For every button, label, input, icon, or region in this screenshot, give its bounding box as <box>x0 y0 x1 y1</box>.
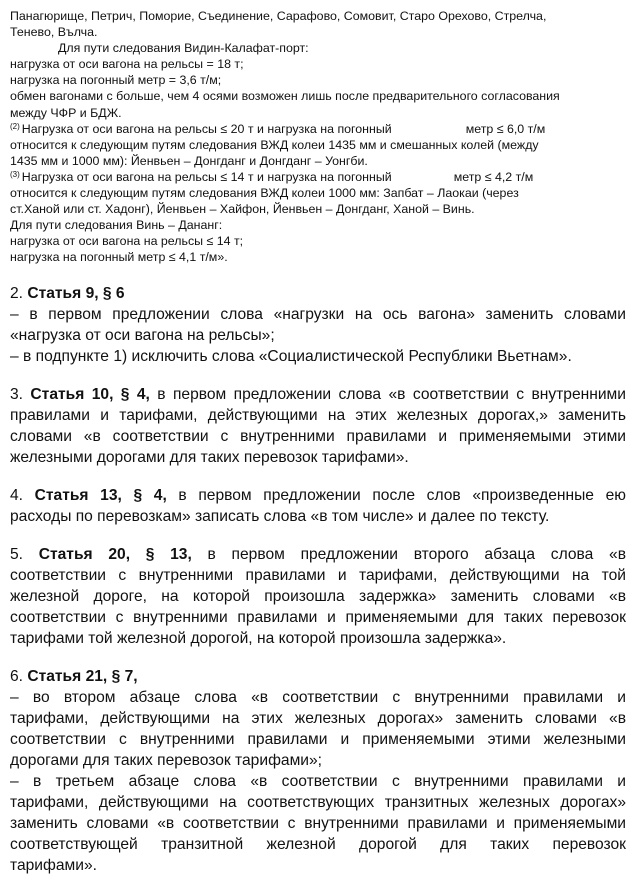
text-line: – в третьем абзаце слова «в соответствии с внутренними правилами и <box>10 772 626 790</box>
text-line: в первом предложении слова «в соответствии с внутренними <box>149 385 626 403</box>
footnote-marker: (2) <box>10 121 20 131</box>
text-line: Тенево, Вълча. <box>10 25 98 40</box>
text-line: нагрузка от оси вагона на рельсы ≤ 14 т; <box>10 234 244 249</box>
section-number: 3. <box>10 385 31 403</box>
section-5 <box>10 544 626 649</box>
text-line: ст.Ханой или ст. Хадонг), Йенвьен – Хайфон, Йенвьен – Донгданг, Ханой – Винь. <box>10 202 475 217</box>
text-line: нагрузка на погонный метр = 3,6 т/м; <box>10 73 222 88</box>
document-page <box>10 8 626 876</box>
section-number: 4. <box>10 486 35 504</box>
text-line: относится к следующим путям следования ВЖД колеи 1435 мм и смешанных колей (между <box>10 137 539 152</box>
section-3 <box>10 384 626 468</box>
text-line: тарифами, действующими на соответствующих транзитных железных дорогах» <box>10 793 626 811</box>
text-line: «нагрузка от оси вагона на рельсы»; <box>10 326 275 344</box>
text-line: Для пути следования Винь – Дананг: <box>10 218 223 233</box>
text-line: соответствии с внутренними правилами и применяемыми этими железными <box>10 730 626 748</box>
text-line: тарифами». <box>10 856 97 874</box>
text-line: правилами и тарифами, действующими на этих железных дорогах,» заменить <box>10 406 626 424</box>
text-line: нагрузка на погонный метр ≤ 4,1 т/м». <box>10 250 228 265</box>
text-line: относится к следующим путям следования ВЖД колеи 1000 мм: Запбат – Лаокаи (через <box>10 186 519 201</box>
section-6 <box>10 666 626 876</box>
section-number: 5. <box>10 545 39 563</box>
section-heading: Статья 9, § 6 <box>27 284 125 302</box>
text-line: соответствии с внутренними правилами и применяемыми для таких перевозок <box>10 608 626 626</box>
text-line: тарифами, действующими на этих железных дорогах» заменить словами «в <box>10 709 626 727</box>
text-line: тарифами той железной дорогой, на которой произошла задержка». <box>10 629 507 647</box>
text-line: в первом предложении после слов «произведенные ею <box>166 486 626 504</box>
section-number: 6. <box>10 667 28 685</box>
text-line: словами «в соответствии с внутренними правилами и применяемыми этими <box>10 427 626 445</box>
text-line: соответствии с внутренними правилами и тарифами, действующими на той <box>10 566 626 584</box>
section-heading: Статья 13, § 4, <box>34 486 167 504</box>
section-number: 2. <box>10 284 28 302</box>
text-line: – в первом предложении слова «нагрузки на ось вагона» заменить словами <box>10 305 626 323</box>
text-line: соответствующей транзитной железной дорогой для таких перевозок <box>10 835 626 853</box>
text-line: между ЧФР и БДЖ. <box>10 105 122 120</box>
footnote-2-line: $^{(2)}$ Нагрузка от оси вагона на рельсы ≤ 20 т и нагрузка на погонный метр ≤ 6,0 т/м <box>10 121 546 136</box>
section-heading: Статья 20, § 13, <box>38 545 192 563</box>
text-line: заменить словами «в соответствии с внутренними правилами и применяемыми <box>10 814 626 832</box>
section-heading: Статья 21, § 7, <box>27 667 138 685</box>
text-line: в первом предложении второго абзаца слова «в <box>191 545 627 563</box>
text-line: железной дороге, на которой произошла задержка» заменить словами «в <box>10 587 626 605</box>
footnote-marker: (3) <box>10 169 20 179</box>
text-line: обмен вагонами с больше, чем 4 осями возможен лишь после предварительного согласования <box>10 89 560 104</box>
text-line: железными дорогами для таких перевозок тарифами». <box>10 448 409 466</box>
text-line: Панагюрище, Петрич, Поморие, Съединение, Сарафово, Сомовит, Старо Орехово, Стрелча, <box>10 9 547 23</box>
route-restrictions-block <box>10 8 626 266</box>
section-2 <box>10 283 626 367</box>
text-line: – в подпункте 1) исключить слова «Социалистической Республики Вьетнам». <box>10 347 572 365</box>
text-line: 1435 мм и 1000 мм): Йенвьен – Донгданг и Донгданг – Уонгби. <box>10 153 368 168</box>
text-line: дорогами для таких перевозок тарифами»; <box>10 751 323 769</box>
text-line: – во втором абзаце слова «в соответствии с внутренними правилами и <box>10 688 626 706</box>
text-line: расходы по перевозкам» записать слова «в том числе» и далее по тексту. <box>10 507 550 525</box>
text-line: нагрузка от оси вагона на рельсы = 18 т; <box>10 57 244 72</box>
text-line: Для пути следования Видин-Калафат-порт: <box>58 41 309 56</box>
section-4 <box>10 485 626 527</box>
footnote-3-line: $^{(3)}$ Нагрузка от оси вагона на рельсы ≤ 14 т и нагрузка на погонный метр ≤ 4,2 т/м <box>10 169 534 184</box>
section-heading: Статья 10, § 4, <box>30 385 150 403</box>
